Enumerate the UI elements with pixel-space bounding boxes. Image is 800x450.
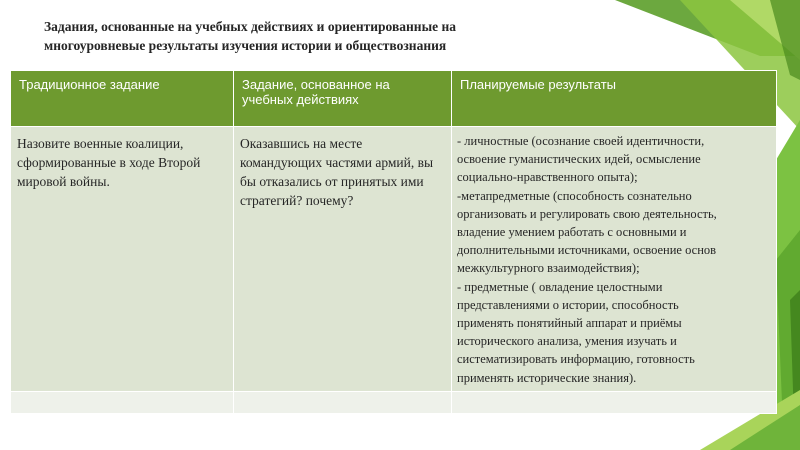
results-line: владение умением работать с основными и xyxy=(457,225,687,240)
results-line: организовать и регулировать свою деятельность, xyxy=(457,206,717,221)
results-line: социально-нравственного опыта); xyxy=(457,170,638,185)
results-line: применять понятийный аппарат и приёмы xyxy=(457,316,682,331)
cell-planned-results xyxy=(452,127,777,392)
table-row-empty xyxy=(11,391,777,413)
header-activity-based-task: Задание, основанное на учебных действиях xyxy=(234,71,452,127)
results-line: - личностные (осознание своей идентичности, xyxy=(457,134,705,148)
cell-empty xyxy=(452,391,777,413)
cell-activity-based-task: Оказавшись на месте командующих частями армий, вы бы отказались от принятых ими стратегий? почему? xyxy=(234,127,452,392)
header-traditional-task: Традиционное задание xyxy=(11,71,234,127)
results-line: освоение гуманистических идей, осмысление xyxy=(457,152,701,167)
slide-title-line-2: многоуровневые результаты изучения истории и обществознания xyxy=(44,38,447,53)
cell-empty xyxy=(234,391,452,413)
slide-title xyxy=(44,17,604,55)
cell-empty xyxy=(11,391,234,413)
results-line: дополнительными источниками, освоение основ xyxy=(457,243,717,258)
results-line: - предметные ( овладение целостными xyxy=(457,279,663,294)
table-row xyxy=(11,127,777,392)
tasks-table xyxy=(10,70,777,414)
results-line: -метапредметные (способность сознательно xyxy=(457,188,692,203)
cell-traditional-task: Назовите военные коалиции, сформированные в ходе Второй мировой войны. xyxy=(11,127,234,392)
results-line: систематизировать информацию, готовность xyxy=(457,352,695,367)
header-planned-results: Планируемые результаты xyxy=(452,71,777,127)
results-line: исторического анализа, умения изучать и xyxy=(457,334,677,349)
results-line: межкультурного взаимодействия); xyxy=(457,261,640,276)
results-line: представлениями о истории, способность xyxy=(457,297,679,312)
results-line: применять исторические знания). xyxy=(457,370,637,385)
table-header-row xyxy=(11,71,777,127)
slide-title-line-1: Задания, основанные на учебных действиях и ориентированные на xyxy=(44,19,457,34)
